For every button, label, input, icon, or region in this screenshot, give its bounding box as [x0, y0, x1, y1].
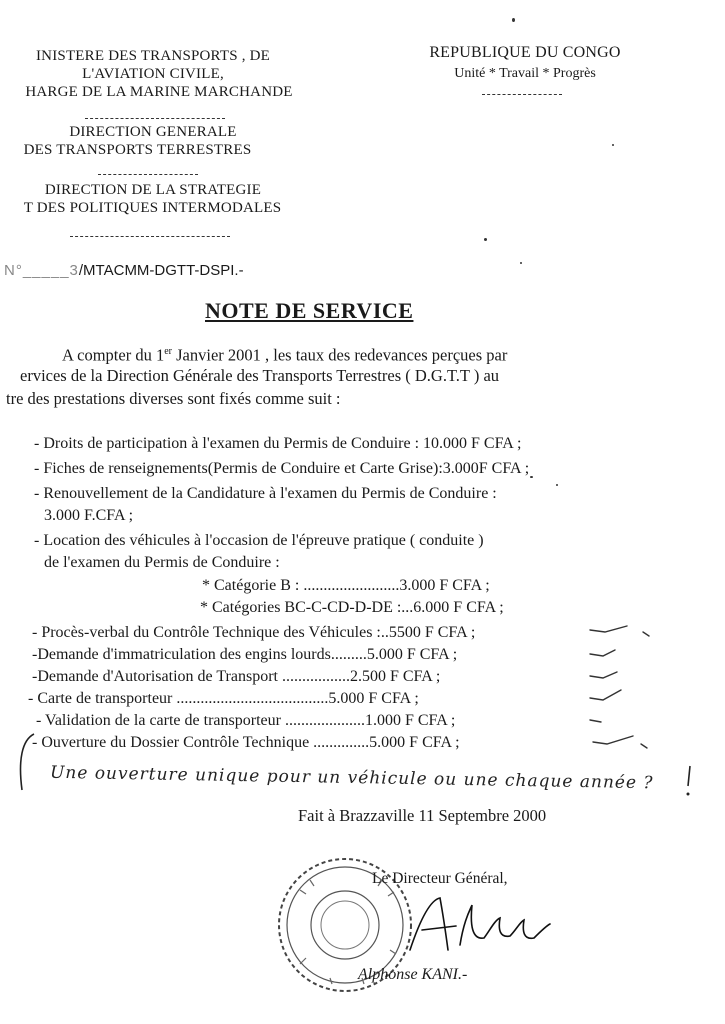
country-name: REPUBLIQUE DU CONGO	[429, 44, 621, 61]
scan-speck	[520, 262, 522, 264]
fee-item: -Demande d'immatriculation des engins lourds.........5.000 F CFA ;	[32, 646, 458, 663]
category-item: * Catégorie B : ........................3.000 F CFA ;	[202, 577, 490, 594]
place-date: Fait à Brazzaville 11 Septembre 2000	[298, 806, 547, 825]
divider	[482, 94, 562, 95]
list-item: - Fiches de renseignements(Permis de Conduire et Carte Grise):3.000F CFA ;	[34, 460, 530, 477]
document-title: NOTE DE SERVICE	[205, 298, 414, 323]
handwritten-bracket	[12, 730, 42, 800]
direction-strategie-line-1: DIRECTION DE LA STRATEGIE	[44, 182, 262, 198]
intro-line-2: ervices de la Direction Générale des Transports Terrestres ( D.G.T.T ) au	[20, 366, 500, 385]
list-item: 3.000 F.CFA ;	[44, 507, 134, 524]
scan-speck	[512, 18, 515, 22]
reference-code: /MTACMM-DGTT-DSPI.-	[78, 262, 244, 279]
signatory-title: Le Directeur Général,	[372, 870, 508, 887]
scan-speck	[612, 144, 614, 146]
direction-generale-line-1: DIRECTION GENERALE	[69, 124, 237, 140]
list-item: - Droits de participation à l'examen du Permis de Conduire : 10.000 F CFA ;	[34, 435, 522, 452]
list-item: - Location des véhicules à l'occasion de l'épreuve pratique ( conduite )	[34, 532, 484, 549]
handwritten-check-marks	[585, 620, 665, 760]
fee-item: -Demande d'Autorisation de Transport .................2.500 F CFA ;	[32, 668, 441, 685]
intro-line-1: A compter du 1er Janvier 2001 , les taux des redevances perçues par	[62, 345, 508, 365]
divider	[98, 174, 198, 175]
divider	[70, 236, 230, 237]
direction-generale-line-2: DES TRANSPORTS TERRESTRES	[23, 142, 252, 158]
ministry-line-1: INISTERE DES TRANSPORTS , DE	[35, 48, 271, 64]
list-item: - Renouvellement de la Candidature à l'examen du Permis de Conduire :	[34, 485, 497, 502]
direction-strategie-line-2: T DES POLITIQUES INTERMODALES	[23, 200, 282, 216]
country-motto: Unité * Travail * Progrès	[454, 66, 596, 81]
ministry-line-3: HARGE DE LA MARINE MARCHANDE	[25, 84, 293, 100]
fee-item: - Ouverture du Dossier Contrôle Technique ..............5.000 F CFA ;	[32, 734, 460, 751]
category-item: * Catégories BC-C-CD-D-DE :...6.000 F CFA ;	[200, 599, 504, 616]
ministry-line-2: L'AVIATION CIVILE,	[82, 66, 224, 82]
reference-number: N°_____3/MTACMM-DGTT-DSPI.-	[4, 262, 244, 279]
intro-line-3: tre des prestations diverses sont fixés comme suit :	[6, 389, 341, 408]
handwritten-mark	[680, 762, 710, 802]
fee-item: - Procès-verbal du Contrôle Technique des Véhicules :..5500 F CFA ;	[32, 624, 476, 641]
scan-speck	[530, 476, 533, 478]
scan-speck	[484, 238, 487, 241]
fee-item: - Validation de la carte de transporteur ....................1.000 F CFA ;	[36, 712, 456, 729]
fee-item: - Carte de transporteur ......................................5.000 F CFA ;	[28, 690, 419, 707]
scan-speck	[556, 484, 558, 486]
divider	[85, 118, 225, 119]
list-item: de l'examen du Permis de Conduire :	[44, 554, 280, 571]
handwritten-note: Une ouverture unique pour un véhicule ou une chaque année ?	[49, 762, 654, 794]
svg-text:AKani: AKani	[400, 890, 403, 891]
signatory-name: Alphonse KANI.-	[358, 966, 468, 983]
signature	[400, 890, 560, 960]
